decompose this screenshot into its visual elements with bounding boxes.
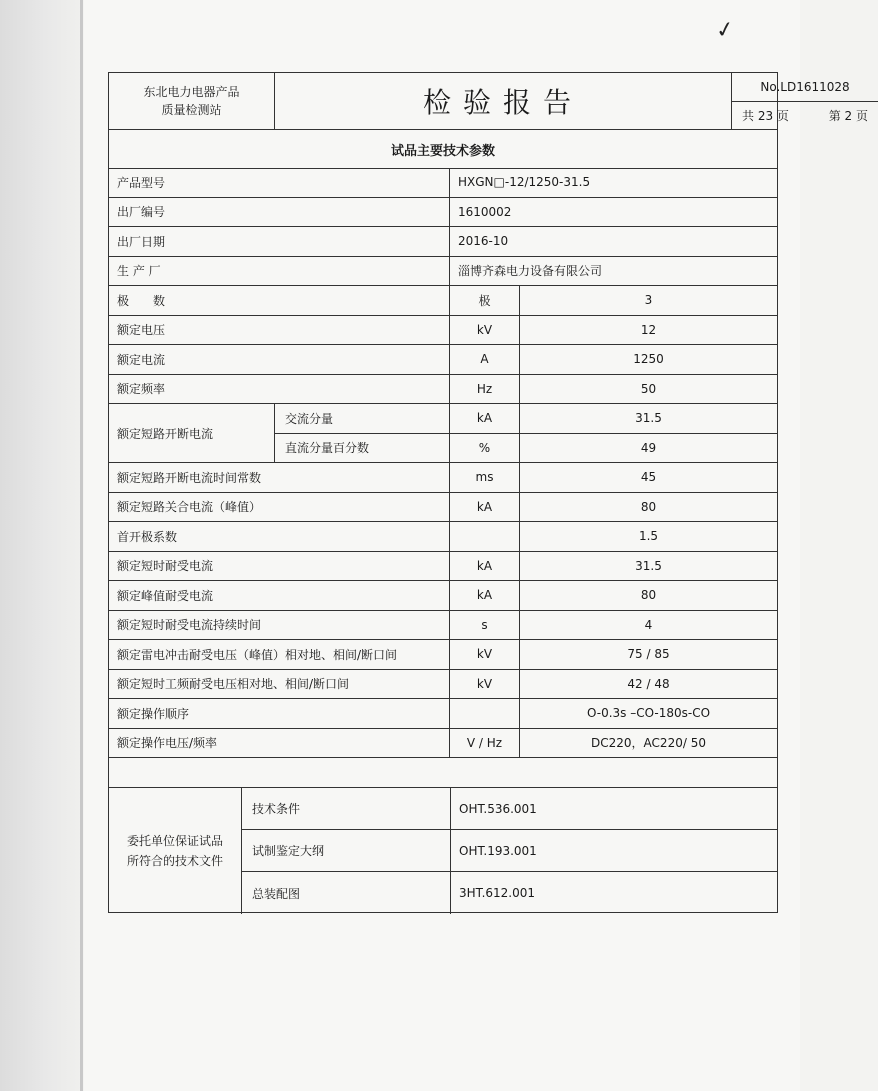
document-requirements-label (109, 788, 241, 914)
parameter-label: 额定短时耐受电流 (117, 559, 214, 574)
document-row (241, 788, 777, 830)
breaking-sub-label: 交流分量 (274, 404, 449, 433)
parameter-row (109, 729, 777, 759)
parameter-label: 额定操作电压/频率 (117, 736, 218, 751)
breaking-value: 31.5 (519, 404, 777, 433)
parameter-unit: kV (449, 670, 519, 699)
breaking-sub-label: 直流分量百分数 (274, 434, 449, 463)
parameter-row (109, 316, 777, 346)
parameter-row (109, 640, 777, 670)
document-name: 技术条件 (252, 802, 301, 816)
parameter-row (109, 670, 777, 700)
document-code: OHT.536.001 (450, 788, 778, 829)
parameter-row (109, 493, 777, 523)
parameter-unit: kA (449, 581, 519, 610)
parameter-unit: s (449, 611, 519, 640)
document-name: 总装配图 (252, 886, 301, 901)
testing-station (109, 73, 275, 129)
station-name-line1: 东北电力电器产品 (143, 85, 240, 99)
parameter-unit: 极 (449, 286, 519, 315)
parameter-label: 额定电流 (117, 352, 166, 367)
info-value: HXGN□-12/1250-31.5 (449, 168, 777, 197)
info-value: 1610002 (449, 198, 777, 227)
parameter-row (109, 699, 777, 729)
parameter-unit: kV (449, 640, 519, 669)
requirements-label-line1: 委托单位保证试品 (126, 834, 223, 848)
parameter-value: 31.5 (519, 552, 777, 581)
parameter-row (109, 581, 777, 611)
parameter-value: 75 / 85 (519, 640, 777, 669)
parameter-value: 80 (519, 493, 777, 522)
parameter-unit: V / Hz (449, 729, 519, 758)
parameter-label: 额定电压 (117, 323, 166, 338)
info-row (109, 168, 777, 198)
document-code: OHT.193.001 (450, 830, 778, 871)
parameters-table (108, 130, 778, 913)
report-number-box (731, 73, 878, 129)
parameter-value: 42 / 48 (519, 670, 777, 699)
parameter-value: 80 (519, 581, 777, 610)
parameter-label: 额定峰值耐受电流 (117, 588, 214, 603)
info-value: 2016-10 (449, 227, 777, 256)
info-row (109, 227, 777, 257)
breaking-value: 49 (519, 434, 777, 463)
breaking-unit: kA (449, 404, 519, 433)
binding-shadow (0, 0, 82, 1091)
parameter-label: 额定短时工频耐受电压相对地、相间/断口间 (117, 677, 350, 692)
parameter-label: 额定雷电冲击耐受电压（峰值）相对地、相间/断口间 (117, 647, 398, 662)
parameter-row (109, 345, 777, 375)
parameter-label: 额定短路开断电流时间常数 (117, 470, 262, 485)
info-label: 出厂编号 (117, 205, 166, 220)
info-value: 淄博齐森电力设备有限公司 (449, 257, 777, 286)
report-header (108, 72, 868, 130)
parameter-row (109, 522, 777, 552)
binding-edge (80, 0, 83, 1091)
parameter-row (109, 463, 777, 493)
parameter-row (109, 286, 777, 316)
document-name: 试制鉴定大纲 (252, 844, 325, 858)
station-name-line2: 质量检测站 (161, 103, 222, 117)
section-title: 试品主要技术参数 (109, 130, 777, 169)
parameter-value: 4 (519, 611, 777, 640)
info-row (109, 257, 777, 287)
total-pages: 共 23 页 (742, 109, 789, 123)
corner-tick-mark: ✓ (713, 16, 737, 45)
parameter-label: 首开极系数 (117, 529, 178, 544)
parameter-unit (449, 522, 519, 551)
document-row (241, 830, 777, 872)
parameter-unit: kA (449, 552, 519, 581)
breaking-group-label: 额定短路开断电流 (109, 404, 274, 462)
parameter-unit: kA (449, 493, 519, 522)
report-number: No.LD1611028 (732, 73, 878, 102)
parameter-label: 极 数 (117, 293, 166, 308)
parameter-label: 额定频率 (117, 382, 166, 397)
page-info (732, 102, 878, 129)
info-label: 出厂日期 (117, 234, 166, 249)
document-code: 3HT.612.001 (450, 872, 778, 914)
parameter-label: 额定短时耐受电流持续时间 (117, 618, 262, 633)
info-row (109, 198, 777, 228)
parameter-value: 1.5 (519, 522, 777, 551)
parameter-unit (449, 699, 519, 728)
parameter-value: DC220，AC220/ 50 (519, 729, 777, 758)
parameter-value: 50 (519, 375, 777, 404)
parameter-row (109, 611, 777, 641)
parameter-value: 3 (519, 286, 777, 315)
document-row (241, 872, 777, 914)
parameter-unit: Hz (449, 375, 519, 404)
parameter-value: 45 (519, 463, 777, 492)
report-title: 检验报告 (422, 86, 583, 119)
requirements-label-line2: 所符合的技术文件 (126, 854, 223, 868)
parameter-value: O-0.3s –CO-180s-CO (519, 699, 777, 728)
page-number: 第 2 页 (828, 109, 868, 123)
blank-row (109, 758, 777, 788)
parameter-unit: kV (449, 316, 519, 345)
parameter-value: 1250 (519, 345, 777, 374)
parameter-unit: A (449, 345, 519, 374)
parameter-label: 额定操作顺序 (117, 706, 190, 721)
parameter-unit: ms (449, 463, 519, 492)
parameter-row (109, 552, 777, 582)
info-label: 产品型号 (117, 175, 166, 190)
parameter-row (109, 375, 777, 405)
parameter-value: 12 (519, 316, 777, 345)
info-label: 生 产 厂 (117, 264, 161, 279)
parameter-label: 额定短路关合电流（峰值） (117, 500, 262, 515)
breaking-unit: % (449, 434, 519, 463)
